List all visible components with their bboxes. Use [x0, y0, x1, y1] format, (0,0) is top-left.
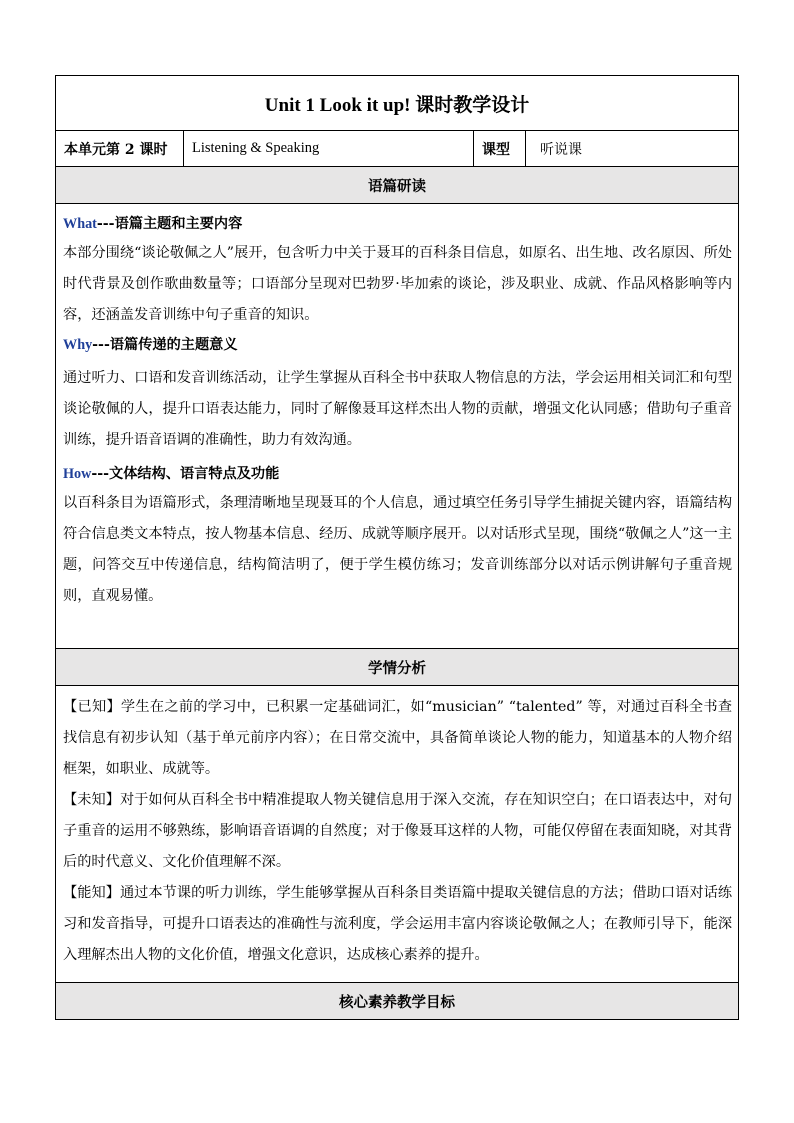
- meta-row: [56, 131, 739, 167]
- lesson-topic-cell: Listening & Speaking: [184, 131, 474, 167]
- section-heading-core-goals: 核心素养教学目标: [56, 983, 739, 1020]
- learner-analysis-content: [56, 686, 739, 983]
- why-dash: ---: [92, 337, 110, 353]
- unknown-paragraph: 【未知】对于如何从百科全书中精准提取人物关键信息用于深入交流，存在知识空白；在口语表达中，对句子重音的运用不够熟练，影响语音语调的自然度；对于像聂耳这样的人物，可能仅停留在表面知晓，对其背后的时代意义、文化价值理解不深。: [63, 792, 733, 870]
- section-content-row: [56, 686, 739, 983]
- document-title: Unit 1 Look it up! 课时教学设计: [56, 76, 739, 131]
- how-dash: ---: [91, 466, 110, 482]
- why-heading: [63, 331, 732, 359]
- title-row: [56, 76, 739, 131]
- why-body: 通过听力、口语和发音训练活动，让学生掌握从百科全书中获取人物信息的方法，学会运用相关词汇和句型谈论敬佩的人，提升口语表达能力，同时了解像聂耳这样杰出人物的贡献，增强文化认同感；借助句子重音训练，提升语音语调的准确性，助力有效沟通。: [63, 370, 733, 448]
- what-key: What: [63, 216, 97, 232]
- lesson-type-label: 课型: [474, 131, 526, 167]
- known-paragraph: 【已知】学生在之前的学习中，已积累一定基础词汇，如“musician” “talented” 等，对通过百科全书查找信息有初步认知（基于单元前序内容）；在日常交流中，具备简单谈论人物的能力，知道基本的人物介绍框架，如职业、成就等。: [63, 699, 733, 777]
- able-paragraph: 【能知】通过本节课的听力训练，学生能够掌握从百科条目类语篇中提取关键信息的方法；借助口语对话练习和发音指导，可提升口语表达的准确性与流利度，学会运用丰富内容谈论敬佩之人；在教师引导下，能深入理解杰出人物的文化价值，增强文化意识，达成核心素养的提升。: [63, 885, 733, 963]
- text-study-content: [56, 204, 739, 649]
- how-key: How: [63, 466, 92, 482]
- section-band-row: [56, 649, 739, 686]
- section-heading-learner-analysis: 学情分析: [56, 649, 739, 686]
- how-heading: [63, 460, 732, 488]
- what-body: 本部分围绕“谈论敬佩之人”展开，包含听力中关于聂耳的百科条目信息，如原名、出生地、改名原因、所处时代背景及创作歌曲数量等；口语部分呈现对巴勃罗·毕加索的谈论，涉及职业、成就、作品风格影响等内容，还涵盖发音训练中句子重音的知识。: [63, 245, 733, 323]
- what-heading: [63, 210, 732, 238]
- how-title: 文体结构、语言特点及功能: [109, 466, 280, 482]
- section-band-row: [56, 167, 739, 204]
- section-content-row: [56, 204, 739, 649]
- what-dash: ---: [96, 216, 115, 232]
- lesson-type-value: 听说课: [526, 131, 739, 167]
- section-heading-text-study: 语篇研读: [56, 167, 739, 204]
- why-key: Why: [63, 337, 93, 353]
- section-band-row: [56, 983, 739, 1020]
- why-title: 语篇传递的主题意义: [109, 337, 238, 353]
- how-body: 以百科条目为语篇形式，条理清晰地呈现聂耳的个人信息，通过填空任务引导学生捕捉关键内容，语篇结构符合信息类文本特点，按人物基本信息、经历、成就等顺序展开。以对话形式呈现，围绕“敬佩之人”这一主题，问答交互中传递信息，结构简洁明了，便于学生模仿练习；发音训练部分以对话示例讲解句子重音规则，直观易懂。: [63, 495, 733, 604]
- lesson-number-cell: 本单元第 2 课时: [56, 131, 184, 167]
- what-title: 语篇主题和主要内容: [114, 216, 243, 232]
- lesson-plan-table: [55, 75, 739, 1020]
